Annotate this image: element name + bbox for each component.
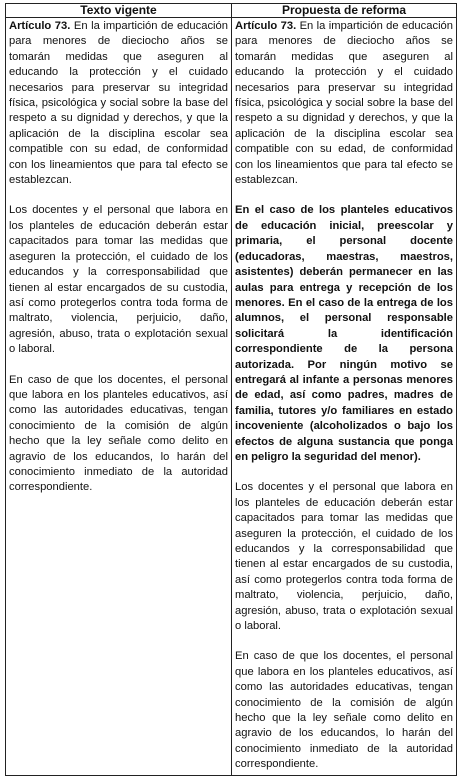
proposed-paragraph-1: [235, 19, 453, 188]
proposed-paragraph-3: En caso de que los docentes, el personal que labora en los planteles educativos, así como las autoridades educativas, tengan conocimiento de la comisión de algún hecho que la ley señale como delito en agravio de los educandos, lo harán del conocimiento inmediato de la autoridad correspondiente.: [235, 650, 453, 771]
current-paragraph-1-body: En la impartición de educación para menores de dieciocho años se tomarán medidas que aseguren al educando la protección y el cuidado necesarios para preservar su integridad física, psicológica y social sobre la base del respeto a su dignidad y derechos, y que la aplicación de la disciplina escolar sea compatible con su edad, de conformidad con los lineamientos que para tal efecto se establezcan.: [9, 20, 228, 187]
current-paragraph-1: [9, 19, 228, 188]
proposed-article-label: Artículo 73.: [235, 20, 297, 32]
proposed-new-paragraph: En el caso de los planteles educativos de educación inicial, preescolar y primaria, el personal docente (educadoras, maestras, maestros, asistentes) deberán permanecer en las aulas para entrega y recepción de los menores. En el caso de la entrega de los alumnos, el personal responsable solicitará la identificación correspondiente de la persona autorizada. Por ningún motivo se entregará al infante a personas menores de edad, así como padres, madres de familia, tutores y/o familiares en estado incoveniente (alcoholizados o bajo los efectos de alguna sustancia que ponga en peligro la seguridad del menor).: [235, 204, 453, 463]
proposed-paragraph-2: Los docentes y el personal que labora en los planteles de educación deberán estar capacitados para tomar las medidas que aseguren la protección, el cuidado de los educandos y la corresponsabilidad que tienen al estar encargados de su custodia, así como protegerlos contra toda forma de maltrato, violencia, perjuicio, daño, agresión, abuso, trata o explotación sexual o laboral.: [235, 481, 453, 633]
header-current-text: Texto vigente: [6, 4, 232, 18]
proposed-paragraph-1-body: En la impartición de educación para menores de dieciocho años se tomarán medidas que aseguren al educando la protección y el cuidado necesarios para preservar su integridad física, psicológica y social sobre la base del respeto a su dignidad y derechos, y que la aplicación de la disciplina escolar sea compatible con su edad, de conformidad con los lineamientos que para tal efecto se establezcan.: [235, 20, 453, 187]
current-article-label: Artículo 73.: [9, 20, 71, 32]
proposed-text-column: [232, 18, 457, 776]
current-paragraph-3: En caso de que los docentes, el personal que labora en los planteles educativos, así como las autoridades educativas, tengan conocimiento de la comisión de algún hecho que la ley señale como delito en agravio de los educandos, lo harán del conocimiento inmediato de la autoridad correspondiente.: [9, 373, 228, 494]
content-row: [6, 18, 457, 776]
comparison-table: [5, 3, 457, 776]
current-text-column: [6, 18, 232, 776]
header-row: [6, 4, 457, 18]
header-proposed-reform: Propuesta de reforma: [232, 4, 457, 18]
current-paragraph-2: Los docentes y el personal que labora en los planteles de educación deberán estar capacitados para tomar las medidas que aseguren la protección, el cuidado de los educandos y la corresponsabilidad que tienen al estar encargados de su custodia, así como protegerlos contra toda forma de maltrato, violencia, perjuicio, daño, agresión, abuso, trata o explotación sexual o laboral.: [9, 204, 228, 356]
